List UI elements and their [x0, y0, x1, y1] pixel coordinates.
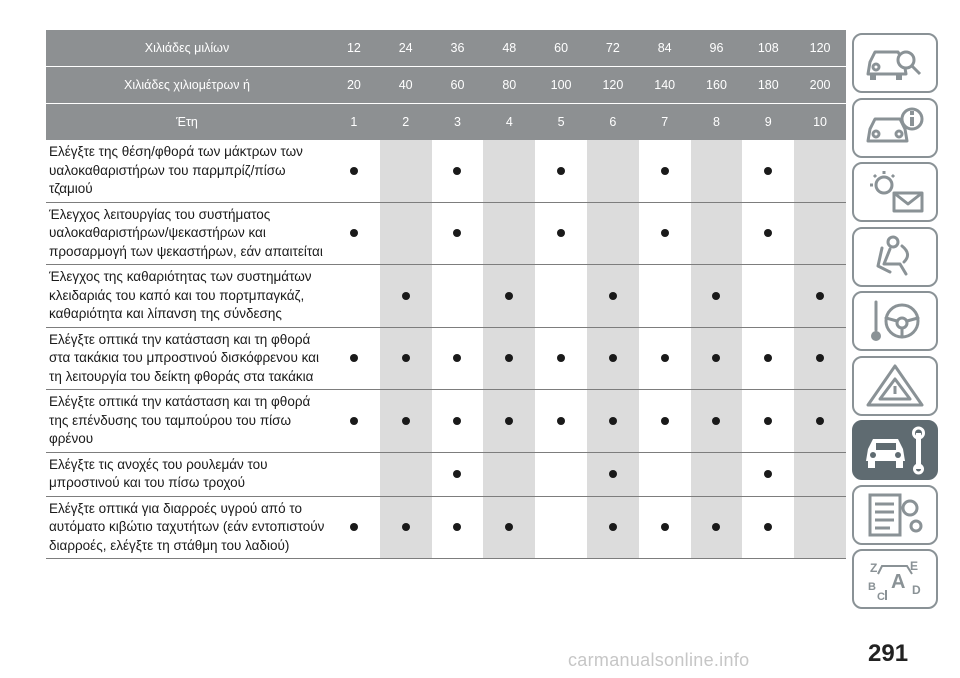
interval-cell	[535, 328, 587, 390]
interval-cell	[742, 328, 794, 390]
tab-servicing-maintenance[interactable]	[852, 420, 938, 480]
header-value: 12	[346, 41, 361, 55]
scheduled-dot-icon	[350, 354, 358, 362]
scheduled-dot-icon	[402, 523, 410, 531]
interval-cell	[432, 203, 484, 265]
tab-technical-specs[interactable]	[852, 485, 938, 545]
interval-cell	[587, 453, 639, 496]
header-value: 108	[757, 41, 779, 55]
interval-cell	[483, 328, 535, 390]
header-value: 24	[398, 41, 413, 55]
table-body	[46, 140, 846, 559]
svg-text:A: A	[891, 571, 906, 593]
interval-cell	[328, 497, 380, 559]
interval-cell	[380, 497, 432, 559]
header-value: 120	[602, 78, 624, 92]
header-label: Χιλιάδες μιλίων	[144, 41, 230, 55]
tab-car-info[interactable]	[852, 98, 938, 158]
interval-cell	[587, 203, 639, 265]
interval-cell	[639, 453, 691, 496]
scheduled-dot-icon	[402, 354, 410, 362]
interval-cell	[483, 453, 535, 496]
scheduled-dot-icon	[712, 292, 720, 300]
section-tab-bar	[852, 33, 938, 614]
scheduled-dot-icon	[661, 229, 669, 237]
interval-cell	[691, 497, 743, 559]
table-row	[46, 497, 846, 560]
interval-cell	[432, 328, 484, 390]
interval-cell	[794, 203, 846, 265]
scheduled-dot-icon	[764, 470, 772, 478]
scheduled-dot-icon	[816, 354, 824, 362]
scheduled-dot-icon	[609, 417, 617, 425]
scheduled-dot-icon	[505, 354, 513, 362]
interval-cell	[691, 265, 743, 327]
interval-cell	[691, 140, 743, 202]
scheduled-dot-icon	[350, 417, 358, 425]
header-value: 40	[398, 78, 413, 92]
interval-cell	[742, 390, 794, 452]
header-value: 20	[346, 78, 361, 92]
scheduled-dot-icon	[764, 417, 772, 425]
scheduled-dot-icon	[712, 523, 720, 531]
scheduled-dot-icon	[712, 354, 720, 362]
interval-cell	[535, 203, 587, 265]
car-search-icon	[860, 38, 930, 88]
scheduled-dot-icon	[402, 292, 410, 300]
header-label: Χιλιάδες χιλιομέτρων ή	[124, 78, 250, 92]
interval-cell	[639, 328, 691, 390]
interval-cell	[587, 265, 639, 327]
header-value: 180	[757, 78, 779, 92]
header-value: 5	[557, 115, 565, 129]
operation-description: Ελέγξτε οπτικά για διαρροές υγρού από το αυτόματο κιβώτιο ταχυτήτων (εάν εντοπιστούν διαρροές, ελέγξτε τη στάθμη του λαδιού)	[49, 500, 325, 553]
scheduled-dot-icon	[661, 167, 669, 175]
table-row	[46, 265, 846, 328]
interval-cell	[794, 390, 846, 452]
scheduled-dot-icon	[453, 167, 461, 175]
scheduled-dot-icon	[816, 292, 824, 300]
interval-cell	[535, 390, 587, 452]
header-value: 200	[809, 78, 831, 92]
header-value: 4	[505, 115, 513, 129]
watermark: carmanualsonline.info	[568, 650, 750, 670]
interval-cell	[587, 497, 639, 559]
interval-cell	[794, 265, 846, 327]
car-wrench-icon	[860, 425, 930, 475]
interval-cell	[639, 203, 691, 265]
table-header	[46, 30, 846, 140]
alphabet-index-icon	[860, 554, 930, 604]
scheduled-dot-icon	[453, 417, 461, 425]
interval-cell	[380, 203, 432, 265]
specs-list-gears-icon	[860, 490, 930, 540]
scheduled-dot-icon	[505, 292, 513, 300]
header-value: 2	[402, 115, 410, 129]
interval-cell	[535, 453, 587, 496]
scheduled-dot-icon	[350, 167, 358, 175]
header-value: 72	[605, 41, 620, 55]
interval-cell	[691, 390, 743, 452]
interval-cell	[380, 453, 432, 496]
header-value: 160	[706, 78, 727, 92]
interval-cell	[380, 265, 432, 327]
warning-triangle-icon	[860, 361, 930, 411]
car-info-icon	[860, 103, 930, 153]
header-value: 84	[657, 41, 672, 55]
interval-cell	[742, 140, 794, 202]
header-value: 80	[502, 78, 517, 92]
interval-cell	[328, 265, 380, 327]
header-row	[46, 30, 846, 66]
table-row	[46, 328, 846, 391]
operation-description: Ελέγξτε οπτικά την κατάσταση και τη φθορά στα τακάκια του μπροστινού δισκόφρενου και τη λειτουργία του δείκτη φθοράς στα τακάκια	[49, 331, 319, 384]
scheduled-dot-icon	[764, 229, 772, 237]
warning-lights-message-icon	[860, 167, 930, 217]
header-value: 1	[350, 115, 358, 129]
interval-cell	[380, 328, 432, 390]
interval-cell	[691, 203, 743, 265]
header-value: 6	[609, 115, 617, 129]
interval-cell	[432, 265, 484, 327]
tab-car-search[interactable]	[852, 33, 938, 93]
svg-text:Z: Z	[870, 561, 878, 575]
table-row	[46, 203, 846, 266]
tab-safety[interactable]	[852, 227, 938, 287]
header-value: 96	[709, 41, 724, 55]
svg-text:D: D	[912, 583, 921, 597]
scheduled-dot-icon	[609, 354, 617, 362]
interval-cell	[691, 453, 743, 496]
svg-text:E: E	[910, 559, 919, 573]
header-value: 120	[809, 41, 831, 55]
interval-cell	[328, 328, 380, 390]
header-value: 3	[454, 115, 461, 129]
interval-cell	[380, 140, 432, 202]
operation-description: Ελέγξτε τις ανοχές του ρουλεμάν του μπροστινού και του πίσω τροχού	[49, 456, 268, 490]
interval-cell	[535, 140, 587, 202]
interval-cell	[794, 453, 846, 496]
operation-description: Ελέγξτε οπτικά την κατάσταση και τη φθορά της επένδυσης του ταμπούρου του πίσω φρένου	[49, 394, 311, 446]
scheduled-dot-icon	[661, 354, 669, 362]
key-steering-wheel-icon	[860, 296, 930, 346]
scheduled-dot-icon	[350, 523, 358, 531]
interval-cell	[639, 265, 691, 327]
scheduled-dot-icon	[453, 229, 461, 237]
interval-cell	[483, 390, 535, 452]
interval-cell	[742, 453, 794, 496]
scheduled-dot-icon	[557, 417, 565, 425]
scheduled-dot-icon	[661, 523, 669, 531]
scheduled-dot-icon	[350, 229, 358, 237]
scheduled-dot-icon	[661, 417, 669, 425]
operation-description: Ελέγξτε της θέση/φθορά των μάκτρων των υαλοκαθαριστήρων του παρμπρίζ/πίσω τζαμιού	[49, 144, 303, 196]
interval-cell	[328, 453, 380, 496]
header-value: 60	[554, 41, 569, 55]
interval-cell	[432, 140, 484, 202]
header-value: 48	[502, 41, 517, 55]
table-row	[46, 390, 846, 453]
svg-text:B: B	[868, 581, 876, 593]
scheduled-dot-icon	[609, 292, 617, 300]
header-row	[46, 103, 846, 140]
scheduled-dot-icon	[453, 354, 461, 362]
header-value: 10	[813, 115, 828, 129]
interval-cell	[742, 203, 794, 265]
header-value: 7	[661, 115, 669, 129]
tab-index[interactable]	[852, 549, 938, 609]
interval-cell	[483, 203, 535, 265]
table-row	[46, 140, 846, 203]
tab-warning-lights-messages[interactable]	[852, 162, 938, 222]
interval-cell	[742, 265, 794, 327]
seat-airbag-icon	[860, 232, 930, 282]
interval-cell	[328, 390, 380, 452]
page-number: 291	[868, 640, 909, 667]
interval-cell	[587, 328, 639, 390]
interval-cell	[794, 328, 846, 390]
interval-cell	[483, 140, 535, 202]
scheduled-dot-icon	[816, 417, 824, 425]
header-row	[46, 66, 846, 103]
scheduled-dot-icon	[453, 470, 461, 478]
scheduled-dot-icon	[609, 470, 617, 478]
interval-cell	[483, 497, 535, 559]
interval-cell	[535, 265, 587, 327]
interval-cell	[535, 497, 587, 559]
header-label: Έτη	[176, 115, 198, 129]
interval-cell	[432, 497, 484, 559]
scheduled-dot-icon	[505, 417, 513, 425]
scheduled-dot-icon	[453, 523, 461, 531]
scheduled-dot-icon	[557, 167, 565, 175]
maintenance-schedule-table	[46, 30, 846, 559]
header-value: 100	[550, 78, 572, 92]
header-value: 8	[713, 115, 720, 129]
scheduled-dot-icon	[764, 354, 772, 362]
interval-cell	[794, 140, 846, 202]
header-value: 60	[450, 78, 465, 92]
svg-text:C: C	[877, 591, 885, 603]
scheduled-dot-icon	[505, 523, 513, 531]
operation-description: Έλεγχος της καθαριότητας των συστημάτων κλειδαριάς του καπό και του πορτμπαγκάζ, καθαριότητα και λίπανση της σύνδεσης	[49, 269, 312, 321]
interval-cell	[587, 140, 639, 202]
interval-cell	[328, 203, 380, 265]
scheduled-dot-icon	[764, 523, 772, 531]
interval-cell	[691, 328, 743, 390]
interval-cell	[639, 390, 691, 452]
header-value: 9	[764, 115, 772, 129]
interval-cell	[639, 140, 691, 202]
tab-emergency[interactable]	[852, 356, 938, 416]
interval-cell	[432, 453, 484, 496]
interval-cell	[380, 390, 432, 452]
scheduled-dot-icon	[764, 167, 772, 175]
interval-cell	[328, 140, 380, 202]
interval-cell	[639, 497, 691, 559]
interval-cell	[742, 497, 794, 559]
table-row	[46, 453, 846, 497]
scheduled-dot-icon	[557, 229, 565, 237]
scheduled-dot-icon	[557, 354, 565, 362]
interval-cell	[794, 497, 846, 559]
scheduled-dot-icon	[609, 523, 617, 531]
operation-description: Έλεγχος λειτουργίας του συστήματος υαλοκαθαριστήρων/ψεκαστήρων και προσαρμογή των ψεκαστήρων, εάν απαιτείται	[49, 206, 323, 259]
interval-cell	[432, 390, 484, 452]
scheduled-dot-icon	[402, 417, 410, 425]
interval-cell	[587, 390, 639, 452]
interval-cell	[483, 265, 535, 327]
scheduled-dot-icon	[712, 417, 720, 425]
tab-starting-driving[interactable]	[852, 291, 938, 351]
header-value: 36	[450, 41, 465, 55]
header-value: 140	[654, 78, 676, 92]
